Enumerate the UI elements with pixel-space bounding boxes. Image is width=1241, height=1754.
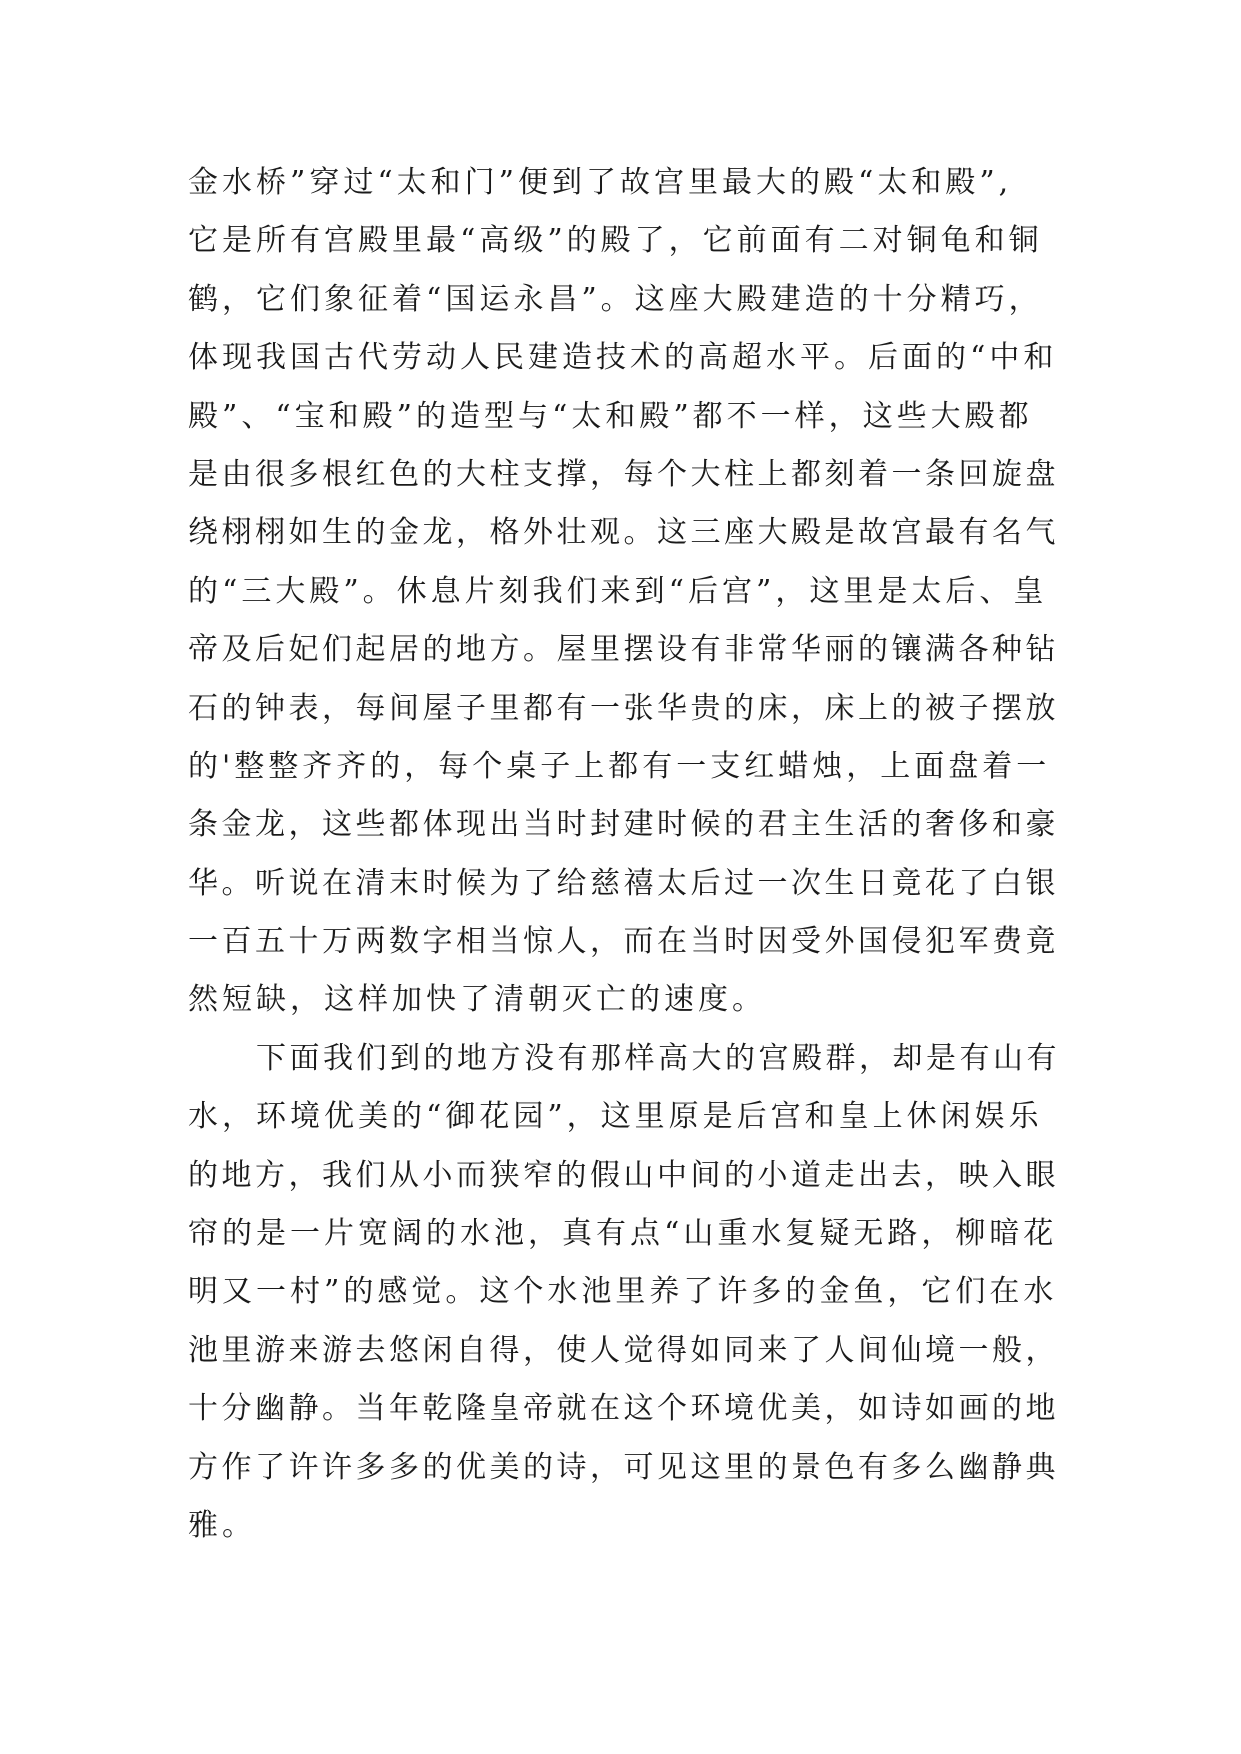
text-line: 池里游来游去悠闲自得，使人觉得如同来了人间仙境一般， <box>188 1332 1059 1368</box>
text-line: 条金龙，这些都体现出当时封建时候的君主生活的奢侈和豪 <box>188 807 1059 843</box>
paragraph <box>188 154 1068 1030</box>
text-line: 的'整整齐齐的，每个桌子上都有一支红蜡烛，上面盘着一 <box>188 748 1051 784</box>
text-line: 水，环境优美的“御花园”，这里原是后宫和皇上休闲娱乐 <box>188 1099 1043 1135</box>
text-line: 方作了许许多多的优美的诗，可见这里的景色有多么幽静典 <box>188 1449 1059 1485</box>
text-line: 帘的是一片宽阔的水池，真有点“山重水复疑无路，柳暗花 <box>188 1216 1058 1252</box>
text-line: 下面我们到的地方没有那样高大的宫殿群，却是有山有 <box>256 1040 1060 1076</box>
text-line: 的“三大殿”。休息片刻我们来到“后宫”，这里是太后、皇 <box>188 573 1048 609</box>
text-line: 绕栩栩如生的金龙，格外壮观。这三座大殿是故宫最有名气 <box>188 515 1059 551</box>
text-line: 金水桥”穿过“太和门”便到了故宫里最大的殿“太和殿”, <box>188 165 1013 200</box>
text-line: 体现我国古代劳动人民建造技术的高超水平。后面的“中和 <box>188 340 1058 376</box>
text-line: 鹤，它们象征着“国运永昌”。这座大殿建造的十分精巧， <box>188 281 1043 317</box>
text-line: 的地方，我们从小而狭窄的假山中间的小道走出去，映入眼 <box>188 1157 1059 1193</box>
text-line: 石的钟表，每间屋子里都有一张华贵的床，床上的被子摆放 <box>188 690 1059 726</box>
body-text <box>188 154 1068 1555</box>
text-line: 十分幽静。当年乾隆皇帝就在这个环境优美，如诗如画的地 <box>188 1391 1059 1427</box>
text-line: 殿”、“宝和殿”的造型与“太和殿”都不一样，这些大殿都 <box>188 398 1033 434</box>
paragraph <box>188 1030 1068 1556</box>
text-line: 明又一村”的感觉。这个水池里养了许多的金鱼，它们在水 <box>188 1274 1058 1310</box>
text-line: 是由很多根红色的大柱支撑，每个大柱上都刻着一条回旋盘 <box>188 456 1059 492</box>
text-line: 雅。 <box>188 1507 256 1543</box>
text-line: 华。听说在清末时候为了给慈禧太后过一次生日竟花了白银 <box>188 865 1059 901</box>
text-line: 帝及后妃们起居的地方。屋里摆设有非常华丽的镶满各种钻 <box>188 632 1059 668</box>
text-line: 然短缺，这样加快了清朝灭亡的速度。 <box>188 982 766 1018</box>
text-line: 一百五十万两数字相当惊人，而在当时因受外国侵犯军费竟 <box>188 924 1059 960</box>
text-line: 它是所有宫殿里最“高级”的殿了，它前面有二对铜龟和铜 <box>188 223 1043 259</box>
